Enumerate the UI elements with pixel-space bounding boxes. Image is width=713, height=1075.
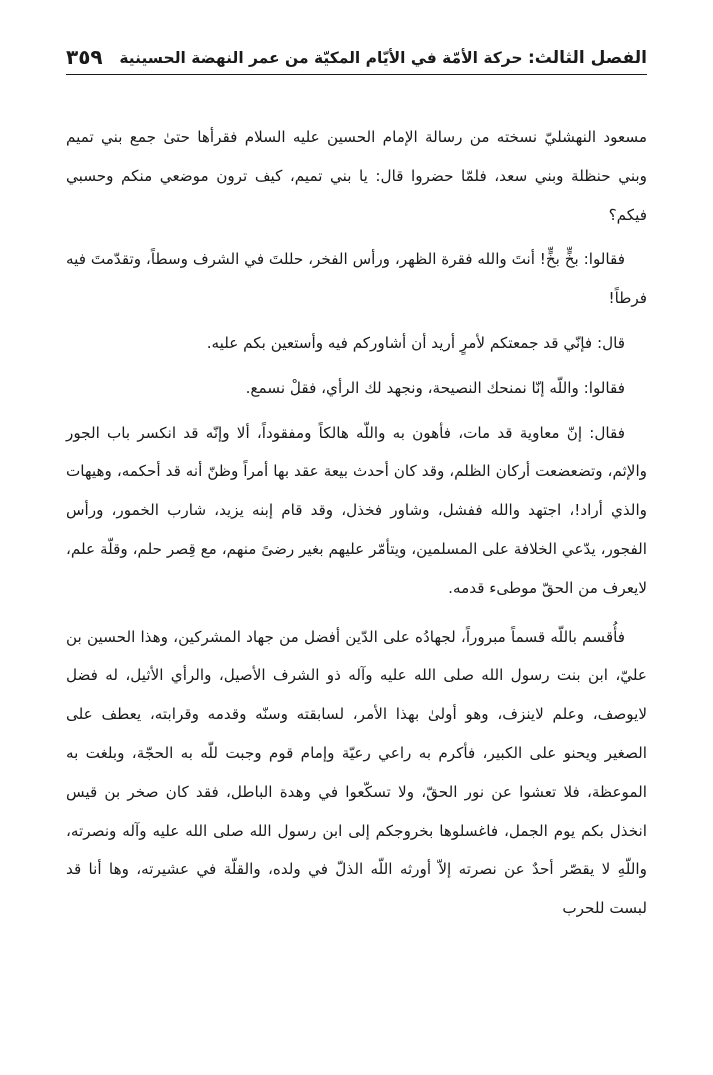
header-divider	[66, 74, 647, 75]
paragraph-consult: قال: فإنّي قد جمعتكم لأمرٍ أريد أن أشاوركم فيه وأستعين بكم عليه.	[206, 333, 625, 352]
running-header	[66, 40, 647, 72]
paragraph-speech-hussain: فأُقسم باللّه قسماً مبروراً، لجهادُه على الدّين أفضل من جهاد المشركين، وهذا الحسين بن عليّ، ابن بنت رسول الله صلى الله عليه وآله ذو الشرف الأصيل، والرأي الأثيل، له فضل لايوصف، وعلم لاينزف، وهو أولىٰ بهذا الأمر، لسابقته وسنّه وقدمه وقرابته، يعطف على الصغير ويحنو على الكبير، فأكرم به راعي رعيّة وإمام قوم وجبت للّه به الحجّة، وبلغت به الموعظة، فلا تعشوا عن نور الحقّ، ولا تسكّعوا في وهدة الباطل، فقد كان صخر بن قيس انخذل بكم يوم الجمل، فاغسلوها بخروجكم إلى ابن رسول الله صلى الله عليه وآله ونصرته، واللّهِ لا يقصّر أحدٌ عن نصرته إلاّ أورثه اللّه الذلّ في ولده، والقلّة في عشيرته، وها أنا قد لبست للحرب	[66, 627, 647, 918]
page-number: ٣٥٩	[66, 45, 103, 69]
chapter-subtitle: حركة الأمّة في الأيّام المكيّة من عمر النهضة الحسينية	[119, 49, 528, 67]
paragraph-speech-muawiya: فقال: إنّ معاوية قد مات، فأهون به واللّه هالكاً ومفقوداً، ألا وإنّه قد انكسر باب الجور والإثم، وتضعضعت أركان الظلم، وقد كان أحدث بيعة عقد بها أمراً وظنّ أنه قد أحكمه، وهيهات والذي أراد!، اجتهد والله ففشل، وشاور فخذل، وقد قام إبنه يزيد، شارب الخمور، ورأس الفجور، يدّعي الخلافة على المسلمين، ويتأمّر عليهم بغير رضىً منهم، مع قِصر حلم، وقلّة علم، لايعرف من الحقّ موطىء قدمه.	[66, 423, 647, 597]
chapter-label: الفصل الثالث:	[528, 48, 647, 68]
body-text	[66, 118, 647, 934]
running-header-title	[119, 50, 647, 72]
paragraph-reply-praise: فقالوا: بخٍّ بخٍّ! أنتَ والله فقرة الظهر، ورأس الفخر، حللتَ في الشرف وسطاً، وتقدّمتَ فيه فرطاً!	[66, 250, 647, 308]
paragraph-reply-advice: فقالوا: واللّه إنّا نمنحك النصيحة، ونجهد لك الرأي، فقلْ نسمع.	[245, 378, 625, 397]
paragraph-intro: مسعود النهشليّ نسخته من رسالة الإمام الحسين عليه السلام فقرأها حتىٰ جمع بني تميم وبني حنظلة وبني سعد، فلمّا حضروا قال: يا بني تميم، كيف ترون موضعي منكم وحسبي فيكم؟	[66, 128, 647, 224]
